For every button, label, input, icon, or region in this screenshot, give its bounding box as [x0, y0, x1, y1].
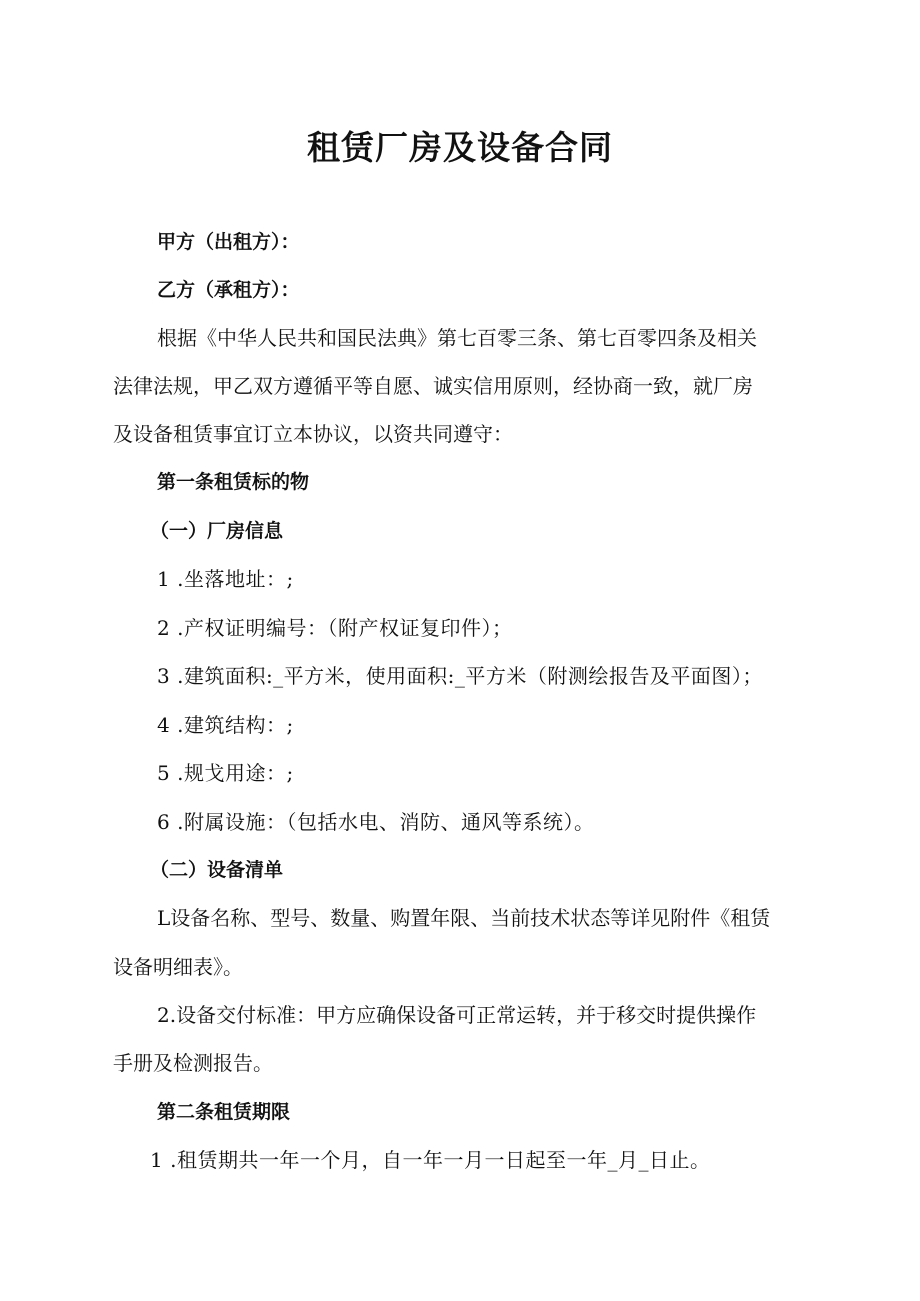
section-2-heading: （二）设备清单: [150, 859, 284, 881]
factory-item-1: 1 .坐落地址：;: [157, 567, 294, 591]
preamble-line-3: 及设备租赁事宜订立本协议，以资共同遵守：: [113, 422, 513, 446]
factory-item-4: 4 .建筑结构：;: [157, 713, 294, 737]
factory-item-2: 2 .产权证明编号：（附产权证复印件）；: [157, 616, 513, 640]
factory-item-6: 6 .附属设施：（包括水电、消防、通风等系统）。: [157, 810, 595, 834]
party-a-label: 甲方（出租方）：: [157, 231, 300, 253]
preamble-line-1: 根据《中华人民共和国民法典》第七百零三条、第七百零四条及相关: [157, 326, 757, 350]
equipment-item-2-line-1: 2.设备交付标准：甲方应确保设备可正常运转，并于移交时提供操作: [157, 1003, 757, 1027]
document-title: 租赁厂房及设备合同: [307, 128, 613, 167]
party-b-label: 乙方（承租方）：: [157, 279, 300, 301]
equipment-item-1-line-2: 设备明细表》。: [113, 955, 243, 979]
article-1-heading: 第一条租赁标的物: [157, 471, 310, 493]
factory-item-5: 5 .规戈用途：;: [157, 761, 294, 785]
section-1-heading: （一）厂房信息: [150, 520, 284, 542]
preamble-line-2: 法律法规，甲乙双方遵循平等自愿、诚实信用原则，经协商一致，就厂房: [113, 374, 753, 398]
factory-item-3: 3 .建筑面积:_平方米，使用面积:_平方米（附测绘报告及平面图）；: [157, 664, 763, 688]
equipment-item-1-line-1: L设备名称、型号、数量、购置年限、当前技术状态等详见附件《租赁: [157, 906, 771, 930]
article-2-heading: 第二条租赁期限: [157, 1101, 291, 1123]
equipment-item-2-line-2: 手册及检测报告。: [113, 1051, 273, 1075]
term-item-1: 1 .租赁期共一年一个月，自一年一月一日起至一年_月_日止。: [150, 1148, 711, 1172]
